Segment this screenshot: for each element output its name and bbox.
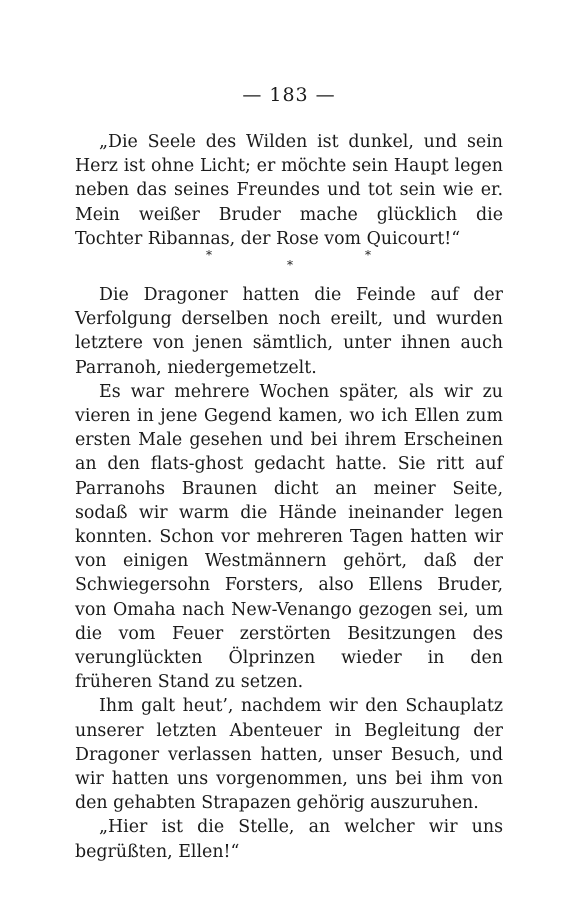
separator-asterisk: * xyxy=(206,248,212,263)
page-number: — 183 — xyxy=(242,84,336,106)
paragraph: Es war mehrere Wochen später, als wir zu vieren in jene Gegend kamen, wo ich Ellen zum ersten Male gesehen und bei ihrem Erscheinen an den flats-ghost gedacht hatte. Sie ritt auf Parranohs Braunen dicht an meiner Seite, sodaß wir warm die Hände ineinander legen konnten. Schon vor mehreren Tagen hatten wir von einigen Westmännern gehört, daß der Schwiegersohn Forsters, also Ellens Bruder, von Omaha nach New-Venango gezogen sei, um die vom Feuer zerstörten Besitzungen des verunglückten Ölprinzen wieder in den früheren Stand zu setzen. xyxy=(75,381,503,693)
paragraph: „Die Seele des Wilden ist dunkel, und sein Herz ist ohne Licht; er möchte sein Haupt legen neben das seines Freundes und tot sein wie er. Mein weißer Bruder mache glücklich die Tochter Ribannas, der Rose vom Quicourt!“ xyxy=(75,132,503,249)
paragraph: Ihm galt heut’, nachdem wir den Schauplatz unserer letzten Abenteuer in Begleitung der Dragoner verlassen hatten, unser Besuch, und wir hatten uns vorgenommen, uns bei ihm von den gehabten Strapazen gehörig auszuruhen. xyxy=(75,696,503,814)
body-text xyxy=(75,130,503,864)
paragraph: „Hier ist die Stelle, an welcher wir uns begrüßten, Ellen!“ xyxy=(75,817,503,862)
section-separator xyxy=(75,248,503,273)
paragraph: Die Dragoner hatten die Feinde auf der Verfolgung derselben noch ereilt, und wurden letztere von jenen sämtlich, unter ihnen auch Parranoh, niedergemetzelt. xyxy=(75,285,503,378)
separator-asterisk: * xyxy=(365,248,371,263)
separator-asterisk: * xyxy=(287,258,293,273)
